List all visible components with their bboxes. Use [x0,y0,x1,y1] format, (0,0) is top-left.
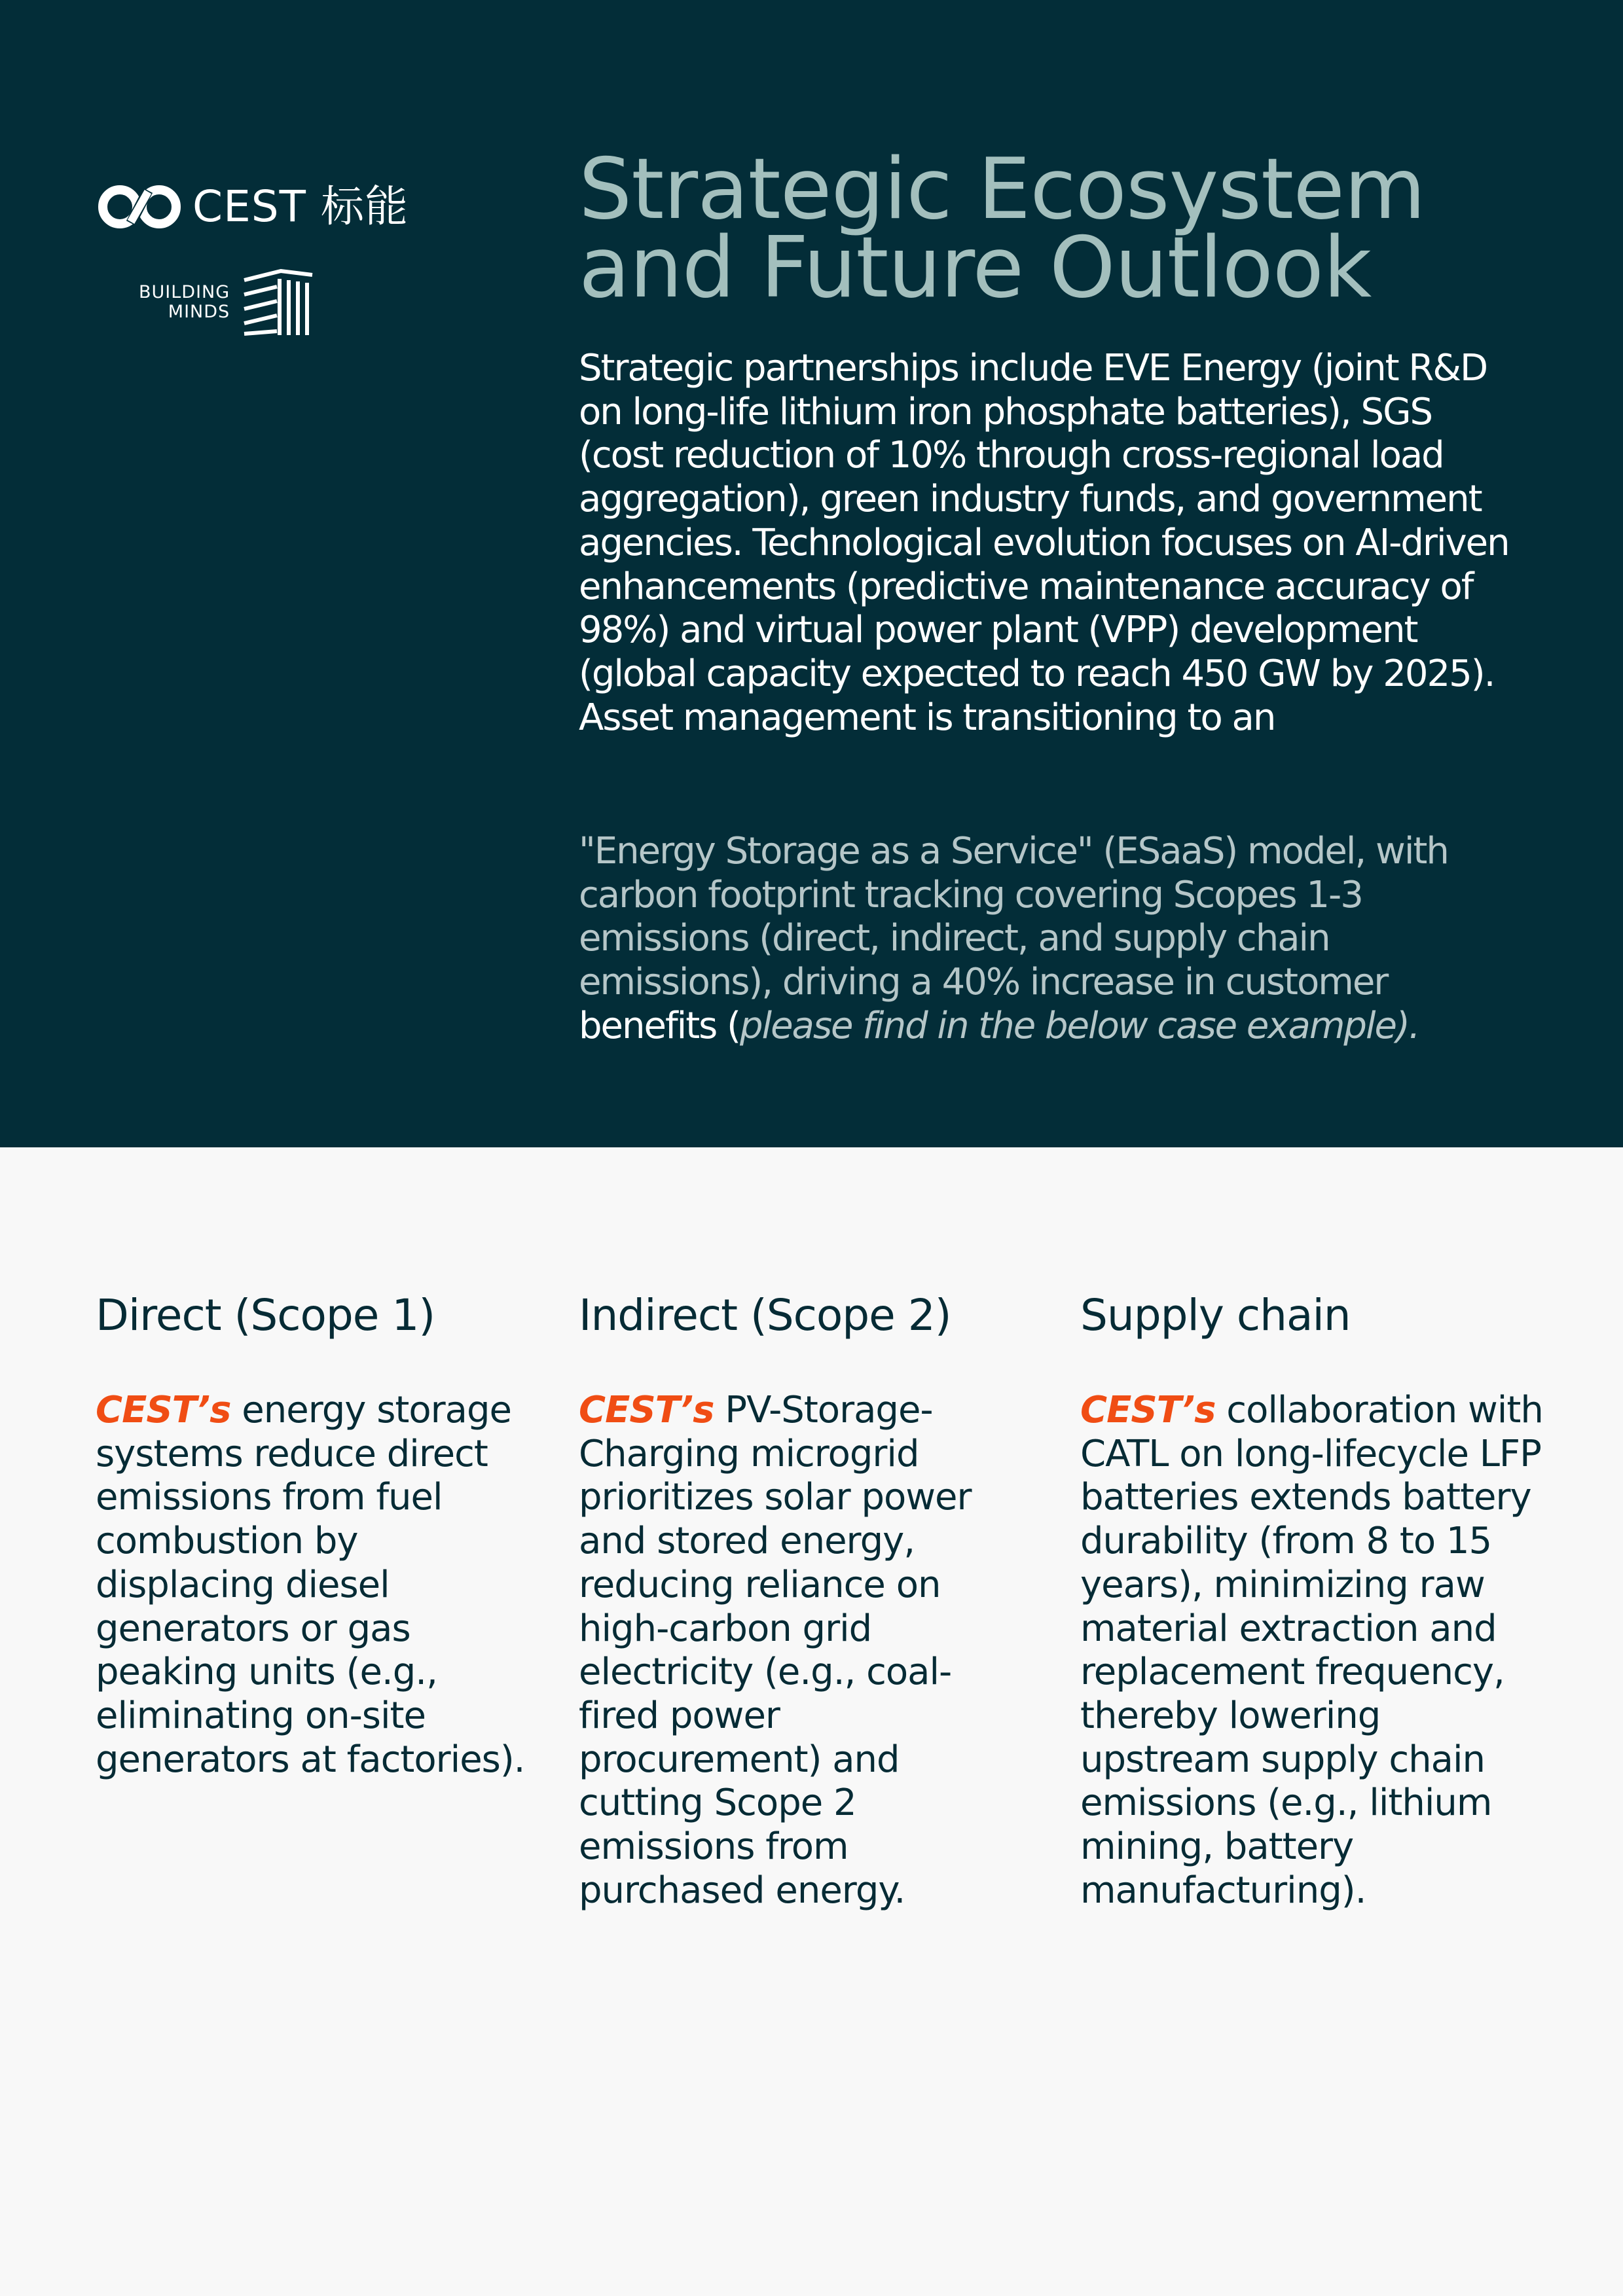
column-direct-scope1 [96,1289,541,1782]
column-heading: Direct (Scope 1) [96,1290,435,1340]
column-body-text: energy storage systems reduce direct emissions from fuel combustion by displacing diesel generators or gas peaking units (e.g., eliminating on-site generators at factories). [96,1389,525,1781]
column-body [579,1389,1024,1912]
intro-paragraph-2-main: "Energy Storage as a Service" (ESaaS) model, with carbon footprint tracking covering Scopes 1-3 emissions (direct, indirect, and supply chain emissions), driving a 40% increase in customer [579,830,1448,1004]
brand-name: CEST’s [579,1389,714,1431]
intro-paragraph-2-italic: please find in the below case example). [740,1004,1419,1047]
column-heading: Supply chain [1080,1290,1351,1340]
cest-logo [97,182,409,232]
building-minds-text [139,283,230,322]
intro-paragraph-2 [579,830,1515,1049]
page-title: Strategic Ecosystem and Future Outlook [579,141,1425,317]
brand-name: CEST’s [1080,1389,1216,1431]
building-minds-line2: MINDS [168,302,230,322]
column-body-text: PV-Storage-Charging microgrid prioritizes solar power and stored energy, reducing reliance on high-carbon grid electricity (e.g., coal-fired power procurement) and cutting Scope 2 emissions from purchased energy. [579,1389,972,1912]
column-supply-chain [1080,1289,1552,1912]
building-minds-logo [139,268,315,336]
column-body [1080,1389,1552,1912]
header-band [0,0,1623,1147]
building-minds-icon [242,268,315,336]
cest-infinity-icon [97,183,182,231]
intro-paragraph-2-tail: benefits ( [579,1004,740,1047]
cest-logo-text: CEST 标能 [192,181,409,232]
building-minds-line1: BUILDING [139,282,230,302]
brand-name: CEST’s [96,1389,231,1431]
column-body [96,1389,541,1782]
column-body-text: collaboration with CATL on long-lifecycle LFP batteries extends battery durability (from 8 to 15 years), minimizing raw material extraction and replacement frequency, thereby lowering upstream supply chain emissions (e.g., lithium mining, battery manufacturing). [1080,1389,1543,1912]
intro-paragraph-1: Strategic partnerships include EVE Energy (joint R&D on long-life lithium iron phosphate batteries), SGS (cost reduction of 10% through cross-regional load aggregation), green industry funds, and government agencies. Technological evolution focuses on AI-driven enhancements (predictive maintenance accuracy of 98%) and virtual power plant (VPP) development (global capacity expected to reach 450 GW by 2025). Asset management is transitioning to an [579,347,1509,739]
column-indirect-scope2 [579,1289,1024,1912]
column-heading: Indirect (Scope 2) [579,1290,951,1340]
